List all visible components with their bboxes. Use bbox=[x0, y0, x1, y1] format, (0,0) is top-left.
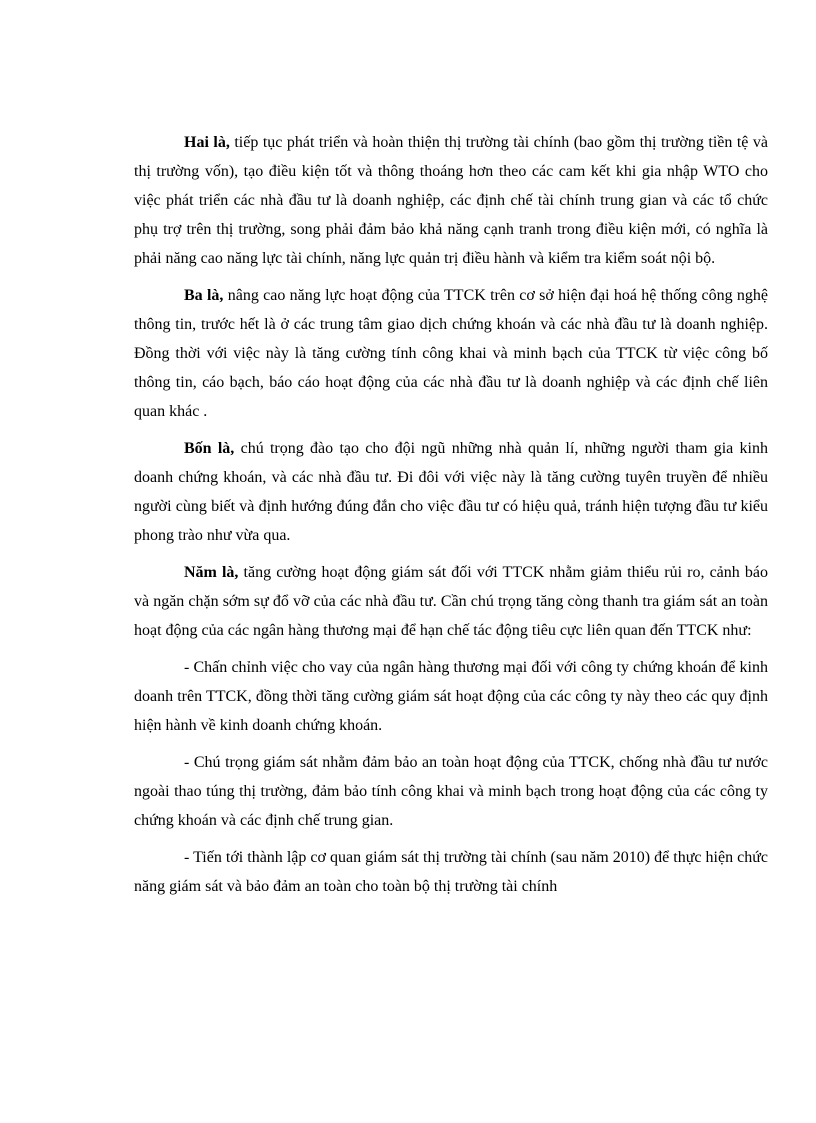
paragraph-ba-la bbox=[134, 281, 768, 426]
paragraph-text: chú trọng đào tạo cho đội ngũ những nhà quản lí, những người tham gia kinh doanh chứng khoán, và các nhà đầu tư. Đi đôi với việc này là tăng cường tuyên truyền để nhiều người cùng biết và định hướng đúng đắn cho việc đầu tư có hiệu quả, tránh hiện tượng đầu tư kiểu phong trào như vừa qua. bbox=[134, 440, 769, 544]
paragraph-bon-la bbox=[134, 434, 768, 550]
paragraph-text: tăng cường hoạt động giám sát đối với TTCK nhằm giảm thiểu rủi ro, cảnh báo và ngăn chặn sớm sự đổ vỡ của các nhà đầu tư. Cần chú trọng tăng còng thanh tra giám sát an toàn hoạt động của các ngân hàng thương mại để hạn chế tác động tiêu cực liên quan đến TTCK như: bbox=[134, 564, 768, 639]
paragraph-text: - Chấn chỉnh việc cho vay của ngân hàng thương mại đối với công ty chứng khoán để kinh doanh trên TTCK, đồng thời tăng cường giám sát hoạt động của các công ty này theo các quy định hiện hành về kinh doanh chứng khoán. bbox=[134, 659, 768, 734]
paragraph-lead: Hai là, bbox=[184, 134, 230, 151]
bullet-paragraph bbox=[134, 843, 768, 901]
paragraph-text: tiếp tục phát triển và hoàn thiện thị trường tài chính (bao gồm thị trường tiền tệ và thị trường vốn), tạo điều kiện tốt và thông thoáng hơn theo các cam kết khi gia nhập WTO cho việc phát triển các nhà đầu tư là doanh nghiệp, các định chế tài chính trung gian và các tổ chức phụ trợ trên thị trường, song phải đảm bảo khả năng cạnh tranh trong điều kiện mới, có nghĩa là phải năng cao năng lực tài chính, năng lực quản trị điều hành và kiểm tra kiểm soát nội bộ. bbox=[134, 134, 769, 267]
paragraph-hai-la bbox=[134, 128, 768, 273]
paragraph-lead: Bốn là, bbox=[184, 440, 235, 457]
paragraph-text: - Chú trọng giám sát nhằm đảm bảo an toàn hoạt động của TTCK, chống nhà đầu tư nước ngoài thao túng thị trường, đảm bảo tính công khai và minh bạch trong hoạt động của các công ty chứng khoán và các định chế trung gian. bbox=[134, 754, 768, 829]
document-page bbox=[134, 128, 768, 909]
paragraph-lead: Ba là, bbox=[184, 287, 224, 304]
paragraph-nam-la bbox=[134, 558, 768, 645]
bullet-paragraph bbox=[134, 748, 768, 835]
bullet-paragraph bbox=[134, 653, 768, 740]
paragraph-lead: Năm là, bbox=[184, 564, 239, 581]
paragraph-text: nâng cao năng lực hoạt động của TTCK trên cơ sở hiện đại hoá hệ thống công nghệ thông tin, trước hết là ở các trung tâm giao dịch chứng khoán và các nhà đầu tư là doanh nghiệp. Đồng thời với việc này là tăng cường tính công khai và minh bạch của TTCK từ việc công bố thông tin, cáo bạch, báo cáo hoạt động của các nhà đầu tư là doanh nghiệp và các định chế liên quan khác . bbox=[134, 287, 768, 420]
paragraph-text: - Tiến tới thành lập cơ quan giám sát thị trường tài chính (sau năm 2010) để thực hiện chức năng giám sát và bảo đảm an toàn cho toàn bộ thị trường tài chính bbox=[134, 849, 768, 895]
